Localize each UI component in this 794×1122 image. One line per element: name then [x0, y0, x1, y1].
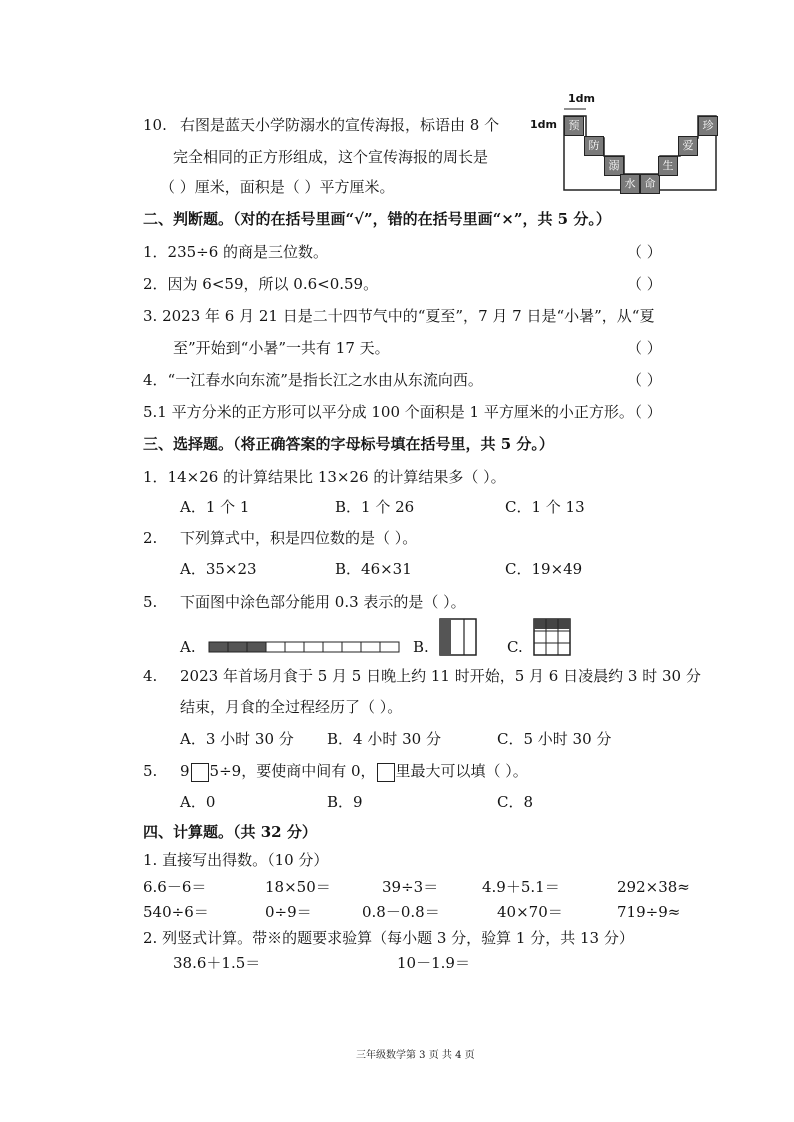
sec3-q4-cont: 结束，月食的全过程经历了（ ）。 — [180, 698, 403, 716]
strip-cell-5 — [285, 642, 304, 652]
q10-line3: （ ）厘米，面积是（ ）平方厘米。 — [160, 178, 395, 196]
sec3-q3-option-c[interactable]: C. — [507, 638, 523, 656]
calc-5: 292×38≈ — [617, 878, 690, 896]
strip-cell-8 — [342, 642, 361, 652]
sec3-q1-option-b[interactable]: B．1 个 26 — [335, 498, 415, 516]
sec2-bracket-4[interactable]: （ ） — [627, 371, 662, 389]
option-c-grid-figure — [530, 617, 574, 657]
poster-square-2: 防 — [584, 136, 604, 156]
sec3-q5-stem-a: 9 — [180, 762, 190, 780]
blank-box-2[interactable] — [377, 763, 395, 782]
sec3-q3-option-b[interactable]: B. — [413, 638, 429, 656]
calc-1: 6.6－6＝ — [143, 878, 207, 896]
sec3-q3-option-a[interactable]: A. — [180, 638, 196, 656]
strip-cell-9 — [361, 642, 380, 652]
sec2-bracket-1[interactable]: （ ） — [627, 243, 662, 261]
sec2-heading: 二、判断题。（对的在括号里画“√”，错的在括号里画“×”，共 5 分。） — [143, 210, 611, 228]
sec3-q2-option-b[interactable]: B．46×31 — [335, 560, 412, 578]
poster-square-3: 溺 — [604, 156, 624, 176]
strip-cell-6 — [304, 642, 323, 652]
poster-square-4: 水 — [620, 174, 640, 194]
option-c-shaded-part — [534, 619, 570, 629]
sec3-q1-stem: 1．14×26 的计算结果比 13×26 的计算结果多（ ）。 — [143, 468, 506, 486]
strip-cell-1 — [209, 642, 228, 652]
sec2-bracket-2[interactable]: （ ） — [627, 275, 662, 293]
sec3-q4-option-b[interactable]: B．4 小时 30 分 — [327, 730, 441, 748]
sec3-q4-stem: 2023 年首场月食于 5 月 5 日晚上约 11 时开始，5 月 6 日凌晨约 3 时 30 分 — [180, 667, 701, 685]
sec2-item-5: 5.1 平方分米的正方形可以平分成 100 个面积是 1 平方厘米的小正方形。 — [143, 403, 634, 421]
sec3-q2-option-c[interactable]: C．19×49 — [505, 560, 583, 578]
sec3-q5-option-c[interactable]: C．8 — [497, 793, 534, 811]
sec4-sub1: 1. 直接写出得数。（10 分） — [143, 851, 329, 869]
sec3-q5-stem — [180, 761, 528, 782]
sec2-item-3: 3. 2023 年 6 月 21 日是二十四节气中的“夏至”，7 月 7 日是“小暑”，从“夏 — [143, 307, 655, 325]
calc-6: 540÷6＝ — [143, 903, 209, 921]
option-b-rect-figure — [436, 617, 480, 657]
calc-2: 18×50＝ — [265, 878, 331, 896]
poster-square-8: 珍 — [698, 116, 718, 136]
calc-8: 0.8－0.8＝ — [362, 903, 440, 921]
strip-cell-4 — [266, 642, 285, 652]
sec3-q5-num: 5. — [143, 762, 158, 780]
sec3-q4-option-c[interactable]: C．5 小时 30 分 — [497, 730, 612, 748]
sec3-q5-stem-b: 5÷9，要使商中间有 0， — [209, 762, 376, 780]
poster-square-5: 命 — [640, 174, 660, 194]
calc-3: 39÷3＝ — [382, 878, 439, 896]
sec3-q2-option-a[interactable]: A．35×23 — [180, 560, 257, 578]
sec3-q3-num: 5. — [143, 593, 158, 611]
sec3-q2-num: 2. — [143, 529, 158, 547]
sec2-item-4: 4．“一江春水向东流”是指长江之水由从东流向西。 — [143, 371, 483, 389]
sec3-q1-option-a[interactable]: A．1 个 1 — [180, 498, 250, 516]
poster-dim-left: 1dm — [530, 118, 557, 131]
strip-cell-2 — [228, 642, 247, 652]
sec4-heading: 四、计算题。（共 32 分） — [143, 823, 317, 841]
strip-cell-3 — [247, 642, 266, 652]
strip-cell-7 — [323, 642, 342, 652]
sec2-bracket-5[interactable]: （ ） — [627, 403, 662, 421]
sec3-q2-stem: 下列算式中，积是四位数的是（ ）。 — [180, 529, 418, 547]
poster-square-6: 生 — [658, 156, 678, 176]
sec3-q5-stem-c: 里最大可以填（ ）。 — [395, 762, 528, 780]
option-a-strip-figure — [207, 640, 403, 654]
sec2-bracket-3[interactable]: （ ） — [627, 339, 662, 357]
sec3-heading: 三、选择题。（将正确答案的字母标号填在括号里，共 5 分。） — [143, 435, 554, 453]
blank-box-1[interactable] — [191, 763, 209, 782]
calc-10: 719÷9≈ — [617, 903, 681, 921]
sec3-q5-option-a[interactable]: A．0 — [180, 793, 216, 811]
page-footer: 三年级数学第 3 页 共 4 页 — [356, 1050, 475, 1061]
sec3-q3-stem: 下面图中涂色部分能用 0.3 表示的是（ ）。 — [180, 593, 466, 611]
sec2-item-2: 2．因为 6<59，所以 0.6<0.59。 — [143, 275, 379, 293]
strip-cell-10 — [380, 642, 399, 652]
q10-line1: 右图是蓝天小学防溺水的宣传海报，标语由 8 个 — [180, 116, 500, 134]
sec2-item-3-cont: 至”开始到“小暑”一共有 17 天。 — [173, 339, 390, 357]
sec3-q5-option-b[interactable]: B．9 — [327, 793, 363, 811]
calc-4: 4.9＋5.1＝ — [482, 878, 560, 896]
option-b-shaded-part — [440, 619, 451, 655]
q10-line2: 完全相同的正方形组成，这个宣传海报的周长是 — [173, 148, 489, 166]
sec3-q4-option-a[interactable]: A．3 小时 30 分 — [180, 730, 294, 748]
poster-square-1: 预 — [564, 116, 584, 136]
sec3-q4-num: 4. — [143, 667, 158, 685]
sec4-sub2: 2. 列竖式计算。带※的题要求验算（每小题 3 分，验算 1 分，共 13 分） — [143, 929, 634, 947]
vertical-calc-2: 10－1.9＝ — [397, 954, 470, 972]
q10-number: 10. — [143, 116, 167, 134]
poster-dim-top: 1dm — [568, 92, 595, 105]
calc-7: 0÷9＝ — [265, 903, 312, 921]
sec3-q1-option-c[interactable]: C．1 个 13 — [505, 498, 585, 516]
vertical-calc-1: 38.6＋1.5＝ — [173, 954, 261, 972]
poster-square-7: 爱 — [678, 136, 698, 156]
sec2-item-1: 1．235÷6 的商是三位数。 — [143, 243, 329, 261]
calc-9: 40×70＝ — [497, 903, 563, 921]
